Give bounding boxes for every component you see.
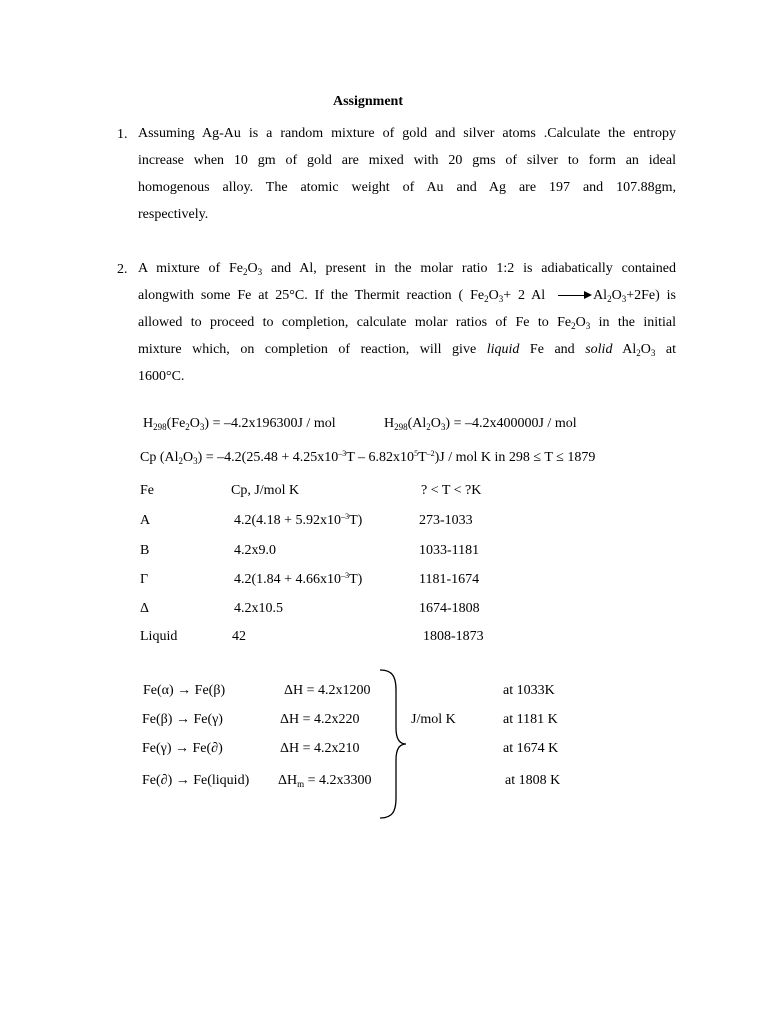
table-row-phase: Liquid xyxy=(140,629,178,644)
transition-enthalpy: ΔH = 4.2x210 xyxy=(280,741,360,756)
table-row-phase: Γ xyxy=(140,572,149,587)
transition-temperature: at 1674 K xyxy=(503,741,559,756)
table-header-cp: Cp, J/mol K xyxy=(231,483,300,498)
transition-enthalpy: $\Delta H_m = 4.2x3300$ xyxy=(278,773,372,789)
table-row-range: 1808-1873 xyxy=(423,629,484,644)
page-title: Assignment xyxy=(333,94,404,109)
q1-text xyxy=(138,120,676,228)
q2-text xyxy=(138,255,676,390)
table-row-range: 273-1033 xyxy=(419,513,473,528)
table-row-phase: Α xyxy=(140,513,151,528)
transition-reaction: Fe(γ) → Fe(∂) xyxy=(142,741,223,756)
table-row-cp: 42 xyxy=(232,629,246,644)
transition-temperature: at 1033K xyxy=(503,683,555,698)
transition-unit: J/mol K xyxy=(411,712,456,727)
table-header-range: ? < T < ?K xyxy=(421,483,482,498)
q2-line-1: A mixture of $Fe_2O_3$ and Al, present in the molar ratio 1:2 is adiabatically contained xyxy=(138,261,677,277)
table-row-cp: 4.2x10.5 xyxy=(234,601,283,616)
q1-line-4: respectively. xyxy=(138,207,209,222)
table-row-cp: $4.2(4.18 + 5.92x10^{-3}T)$ xyxy=(234,512,363,528)
transition-reaction: Fe(β) → Fe(γ) xyxy=(142,712,223,727)
q2-number: 2. xyxy=(117,262,128,277)
q2-line-5: 1600°C. xyxy=(138,369,185,384)
table-header-phase: Fe xyxy=(140,483,154,498)
q1-line-1: Assuming Ag-Au is a random mixture of gold and silver atoms .Calculate the entropy xyxy=(138,126,676,141)
q2-line-4: mixture which, on completion of reaction, will give liquid Fe and solid $Al_2O_3$ at xyxy=(138,342,677,358)
q2-line-2: alongwith some Fe at 25°C. If the Thermit reaction ( $Fe_2O_3+ 2$ Al $Al_2O_3+2Fe$) is xyxy=(138,288,676,304)
table-row-range: 1033-1181 xyxy=(419,543,480,558)
transition-temperature: at 1808 K xyxy=(505,773,561,788)
cp-al2o3-equation: Cp $(Al_2O_3) = -4.2(25.48 + 4.25x10^{-3}T - 6.82x10^5T^{-2})J$ / mol K in 298 ≤ T ≤ 1879 xyxy=(140,449,596,466)
reaction-arrow-icon xyxy=(558,291,592,301)
enthalpy-fe2o3: $H_{298}(Fe_2O_3) = -4.2x196300J$ / mol xyxy=(143,416,336,432)
enthalpy-al2o3: $H_{298}(Al_2O_3) = -4.2x400000J$ / mol xyxy=(384,416,577,432)
q1-line-2: increase when 10 gm of gold are mixed with 20 gms of silver to form an ideal xyxy=(138,153,676,168)
q1-number: 1. xyxy=(117,127,128,142)
q2-line-3: allowed to proceed to completion, calculate molar ratios of Fe to $Fe_2O_3$ in the initial xyxy=(138,315,677,331)
table-row-cp: 4.2x9.0 xyxy=(234,543,276,558)
table-row-cp: $4.2(1.84 + 4.66x10^{-3}T)$ xyxy=(234,571,363,587)
table-row-phase: Δ xyxy=(140,601,150,616)
transition-reaction: Fe(∂) → Fe(liquid) xyxy=(142,773,250,788)
transition-reaction: Fe(α) → Fe(β) xyxy=(143,683,226,698)
transition-enthalpy: ΔH = 4.2x1200 xyxy=(284,683,371,698)
right-brace-icon xyxy=(376,668,408,820)
table-row-range: 1674-1808 xyxy=(419,601,480,616)
transition-temperature: at 1181 K xyxy=(503,712,558,727)
table-row-range: 1181-1674 xyxy=(419,572,480,587)
q1-line-3: homogenous alloy. The atomic weight of Au and Ag are 197 and 107.88gm, xyxy=(138,180,676,195)
table-row-phase: Β xyxy=(140,543,150,558)
transition-enthalpy: ΔH = 4.2x220 xyxy=(280,712,360,727)
